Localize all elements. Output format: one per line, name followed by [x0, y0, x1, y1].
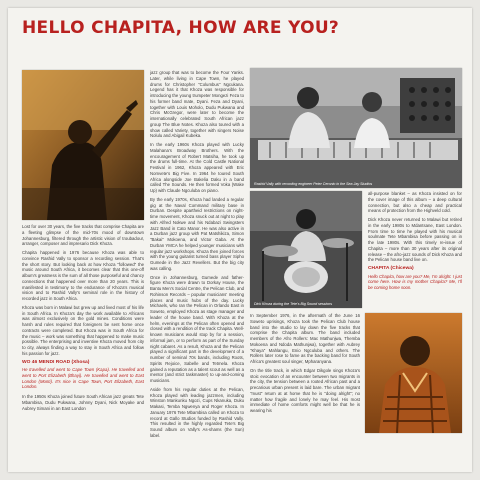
photo-drummer	[250, 191, 362, 308]
paragraph: Chapita happened in 1976 because Khoza was able to convince Rashid Vally to sponsor a recording session. That's the short story. But looking back at how Khoza "followed" the music around South Africa, it becomes clear that this one-off album's greatness is the sum of all those purposeful and chancy connections that happened over more than 20 years. This is manifested in testimony to the endurance of Khoza's musical vision and to Rashid Vally's seminal role in the history of recorded jazz in South Africa.	[22, 250, 144, 301]
photo-drummer-image	[250, 191, 362, 308]
paragraph: all-purpose blanket – as Khoza insisted on for the cover image of this album – a deep cultural connection, but also a cheap and practical means of protection from the Highveld cold.	[368, 191, 462, 214]
caption-studio: Rashid Vally with recording engineer Peter Ceronio in the Sea Jay Studios	[254, 182, 373, 186]
paragraph: jazz group that was to become the Four Yanks. Later, while living in Cape Town, he played drums for Christopher "Columbus" Ngcukana. Legend has it that Khoza was responsible for introducing the young trumpeter Mongezi Feza to his former band mate, Dyani. Feza and Dyani, together with Louis Moholo, Dudu Pukwana and Chris McGregor, were later to become the internationally celebrated South African jazz group The Blue Notes. Khoza also toured with a show called Variety, together with singers Noise Nolulu and Abigail Kubeka.	[150, 70, 244, 139]
page-title: HELLO CHAPITA, HOW ARE YOU?	[22, 18, 340, 38]
paragraph: In September 1976, in the aftermath of the June 16 Soweto uprisings, Khoza took the Pelican Club house band into the studio to lay down the five tracks that comprise the Chapita album. The band included members of the Afro Rollers: Mac Mathunjwa, Themba Mokoena and Ndoda Mathunjwa), together with Aubrey "Khaya" Mahlangu, Enio Ngculuba and others. The Rollers later rose to fame as the backing band for South Africa's greatest soul singer, Mpharanyana.	[250, 313, 360, 364]
photo-pointing-man	[22, 70, 144, 220]
paragraph: Lost for over 30 years, the five tracks that comprise Chapita are a fleeting glimpse of the mid-70s mood of downtown Johannesburg, filtered through the artistic vision of troubadour, arranger, composer and impresario Dick Khoza.	[22, 224, 144, 247]
paragraph: Once in Johannesburg, Gumede and father-figure Khoza were drawn to Dorkay House, the Bantu Men's Social Centre, the Pelican Club, and Rohinson Records – popular musicians' meeting places and music hubs of the day. Lucky Michaels, who ran the Pelican in Orlando East in Soweto, employed Khoza as stage manager and leader of the house band. With Khoza at the helm, evenings at the Pelican often opened and closed with a rendition of the track Chapita. Well-known musicians would stop by for a session, informal jam, or to perform as part of the Sunday night cabaret. As a result, Khoza and the Pelican played a significant part in the development of a number of seminal 70s bands, including Roots, Spirits Rejoice, Sabelle and Tetmela. Khoza gained a reputation as a talent scout as well as a mentor (and strict taskmaster) to up-and-coming musicians.	[150, 274, 244, 383]
paragraph: In the 1950s Khoza joined future South African jazz greats Tete Mbambisa, Dudu Pukwana, Johnny Dyani, Nick Moyake and Aubrey Simani in an East London	[22, 394, 144, 411]
paragraph: Dick Khoza never returned to Malawi but retired in the early 1980s to Mdantsane, East London. From time to time he played with his musical soulmate Tete Mbambisa before passing on in the late 1980s. With this timely re-issue of Chapita – more than 30 years after its original release – the afro-jazz sounds of Dick Khoza and the Pelican house band live on.	[368, 217, 462, 263]
song-title-mendi-road: WO 46 MENDI ROAD (Xhosa)	[22, 359, 90, 365]
photo-blanket-man	[365, 313, 462, 433]
song-lyrics-chapita: Hello Chapita, how are you? Me, I'm alright. I just come here. How is my mother Chapita? Me, I'll be coming home soon.	[368, 273, 462, 291]
photo-studio-image	[250, 68, 462, 188]
song-title-chapita: CHAPITA (Chicewa)	[368, 266, 414, 271]
song-lyrics-mendi-road: He travelled and went to Cape Town (Kapa). He travelled and went to Port Elizabeth (Bhayi). He travelled and went to East London (Monti). It's nice in Cape Town, Port Elizabeth, East London.	[22, 367, 144, 390]
text-column-4	[250, 313, 360, 469]
page	[8, 8, 472, 472]
text-column-3	[368, 191, 462, 309]
paragraph: By the early 1970s, Khoza had landed a regular gig at the Naval Command military base in Durban. Despite apartheid restrictions on night-time movement, Khoza snuck out at night to play with Alfred Nokwe and his Ndabazi Swingsters Jazz Band in Cato Manor. He was also active in a Durban jazz group with Pat Matshikiza, Simon "Bakai" Mokoena, and Victor Gaba. At the Durban YMCA he helped younger musicians with regular jazz workshops. Khoza then joined forces with the young guitarist turned bass player Sipho Gumede in the Jazz Revellers. But the big city was calling.	[150, 196, 244, 271]
photo-studio	[250, 68, 462, 188]
photo-blanket-man-image	[365, 313, 462, 433]
paragraph: Aside from his regular duties at the Pelican, Khoza played with leading jazzmen, including Winston Mankunku Ngozi, Cups Nkanuka, Duku Makasi, Temba Ngwenya and Roger Khoza. In January 1976 Tete Mbambisa called on Khoza to record at Gallo Studios funded by Rashid Vally. This resulted in the highly regarded Tete's Big Sound album on Vally's As-shams (the Sun) label.	[150, 386, 244, 438]
text-column-1	[22, 224, 144, 469]
paragraph: On the title track, in which Edgar Dikgole sings Khoza's stoic evocation of an encounter between two migrants in the city, the tension between a rooted African past and a precarious urban present is laid bare. The urban migrant "must" return at at home that he is "doing alright"; no matter how fragile and lonely he may feel. His most immediate of home comforts might well be that he is wearing his	[250, 367, 360, 413]
caption-drummer: Dick Khoza during the Tete's Big Sound sessions	[254, 302, 333, 306]
paragraph: In the early 1960s Khoza played with Lucky Malahana's Broadway Brothers. With the encouragement of Robert Matsiha, he took up the drums full-time. At the Cold Castle National Festival in 1962, Khoza appeared with Eric Nomvete's Big Five. In 1964 he toured South Africa alongside Joe Bakelia Daku in a band called The Sounds. He then formed Voka (Wake Up) with Claude Ngculuba on piano.	[150, 142, 244, 193]
paragraph: Khoza was born in Malawi but grew up and lived most of his life in South Africa. In Khoza's day the work available to Africans was almost exclusively on the gold mines. Conditions were harsh and rules required that foreigners be sent home once contracts were completed. But Khoza was in South Africa for the music – work was something that happened to make music possible. The enterprising and inventive Khoza moved from city to city, always finding a way to stay in South Africa and follow his passion for jazz.	[22, 304, 144, 356]
photo-pointing-man-image	[22, 70, 144, 220]
text-column-2	[150, 70, 244, 469]
